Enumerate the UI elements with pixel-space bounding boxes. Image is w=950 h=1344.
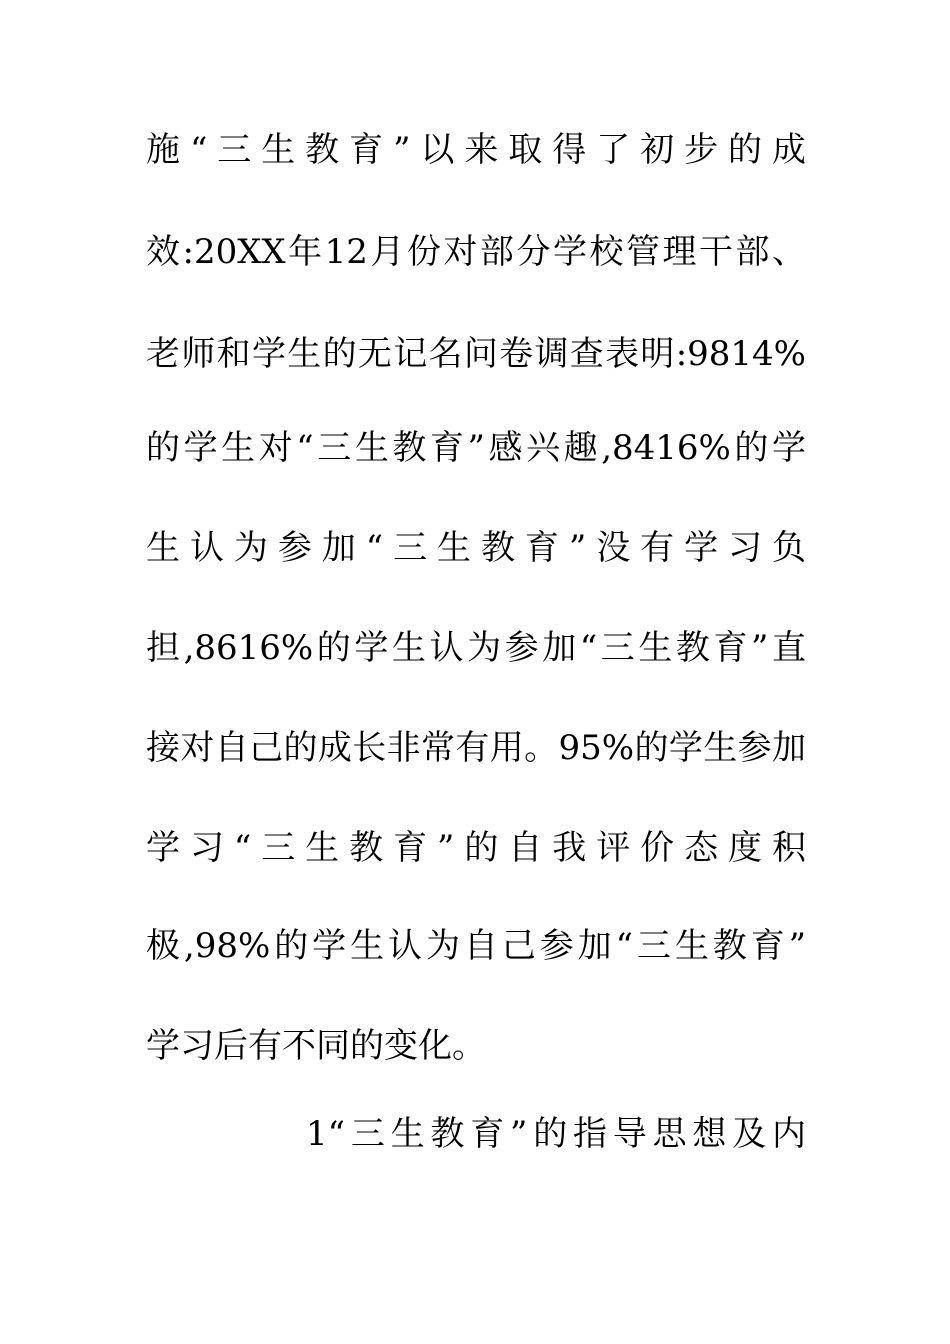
text-line-9: 极,98%的学生认为自己参加“三生教育” [146, 926, 806, 966]
section-heading: 1“三生教育”的指导思想及内 [306, 1114, 806, 1154]
text-line-1: 施“三生教育”以来取得了初步的成 [146, 130, 806, 170]
text-line-6: 担,8616%的学生认为参加“三生教育”直 [146, 628, 806, 668]
text-line-10: 学习后有不同的变化。 [146, 1026, 486, 1066]
text-line-4: 的学生对“三生教育”感兴趣,8416%的学 [146, 428, 806, 468]
text-line-5: 生认为参加“三生教育”没有学习负 [146, 528, 806, 568]
text-line-2: 效:20XX年12月份对部分学校管理干部、 [146, 232, 806, 272]
text-line-7: 接对自己的成长非常有用。95%的学生参加 [146, 728, 806, 768]
text-line-3: 老师和学生的无记名问卷调查表明:9814% [146, 334, 806, 374]
text-line-8: 学习“三生教育”的自我评价态度积 [146, 828, 806, 868]
